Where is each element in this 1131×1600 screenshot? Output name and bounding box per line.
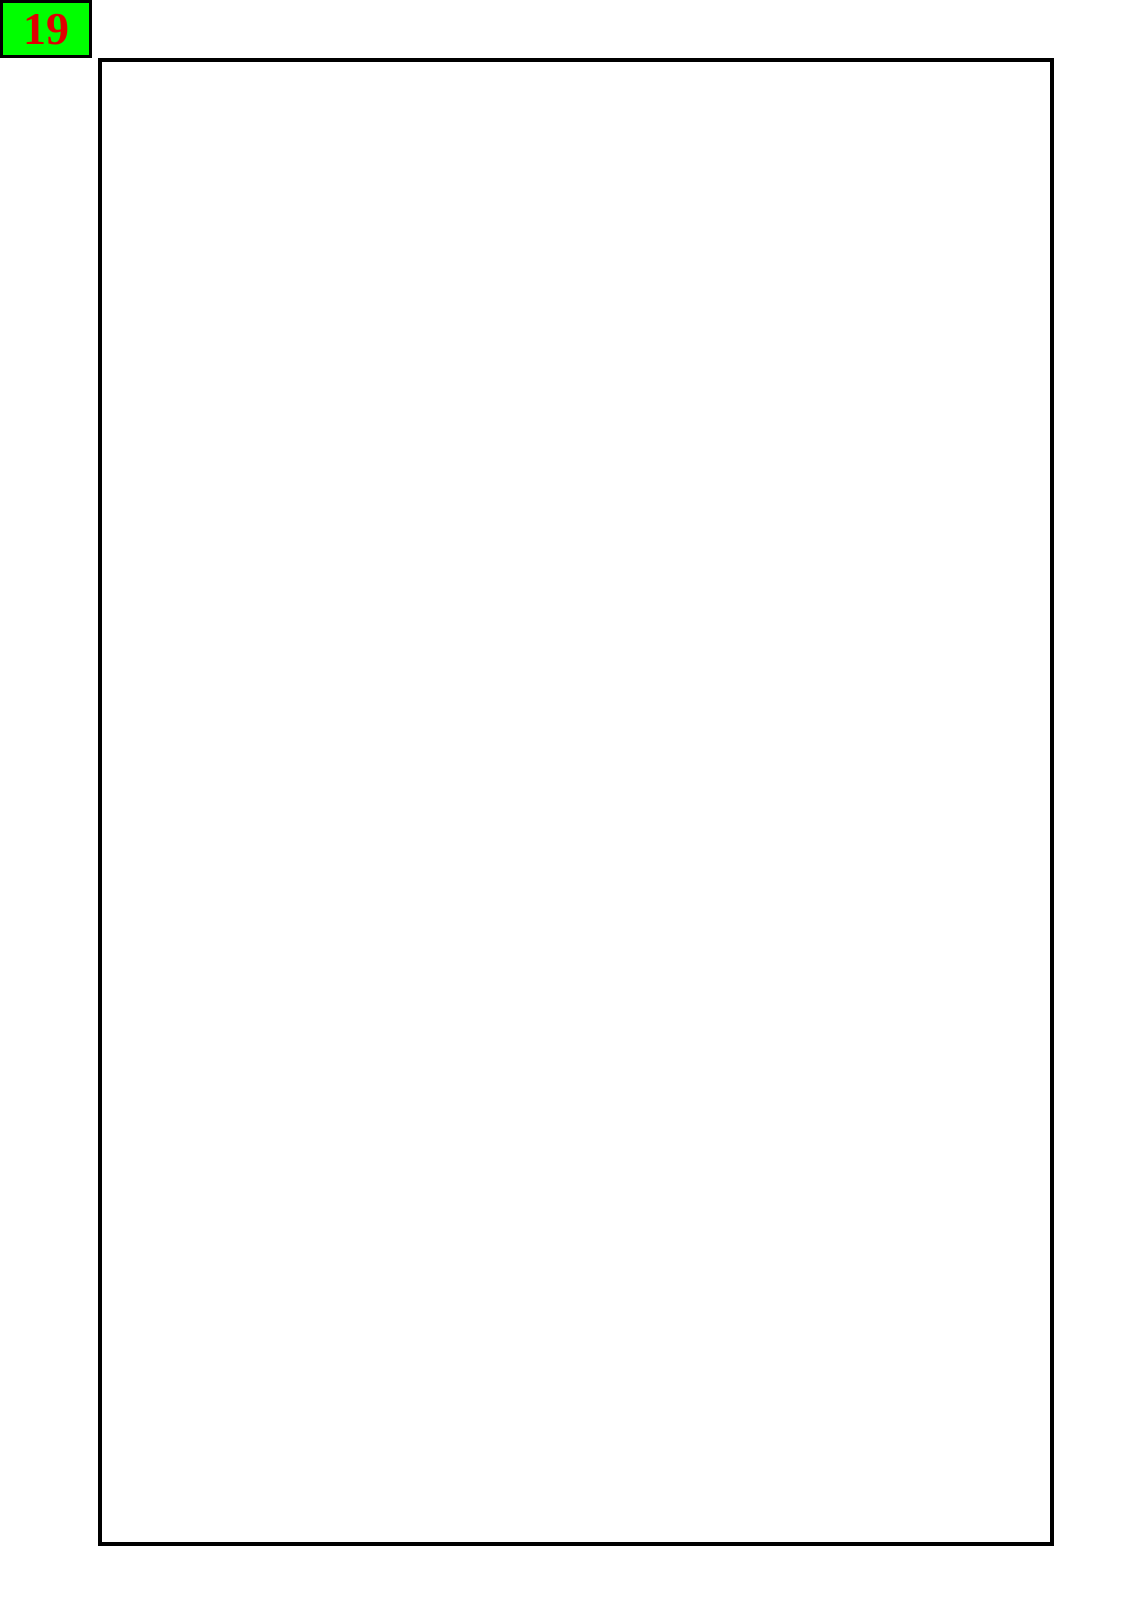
text-line bbox=[135, 467, 1020, 543]
paragraph bbox=[135, 200, 1020, 1260]
text-line bbox=[135, 289, 1020, 365]
text-line bbox=[135, 734, 1020, 810]
text-line bbox=[135, 200, 1020, 276]
text-line bbox=[135, 1090, 1020, 1166]
text-line bbox=[135, 1001, 1020, 1077]
text-line bbox=[135, 378, 1020, 454]
text-line bbox=[135, 645, 1020, 721]
text-line bbox=[135, 556, 1020, 632]
page-number: 19 bbox=[0, 0, 92, 58]
text-line bbox=[135, 912, 1020, 988]
text-line bbox=[135, 823, 1020, 899]
text-line bbox=[135, 1179, 1020, 1255]
